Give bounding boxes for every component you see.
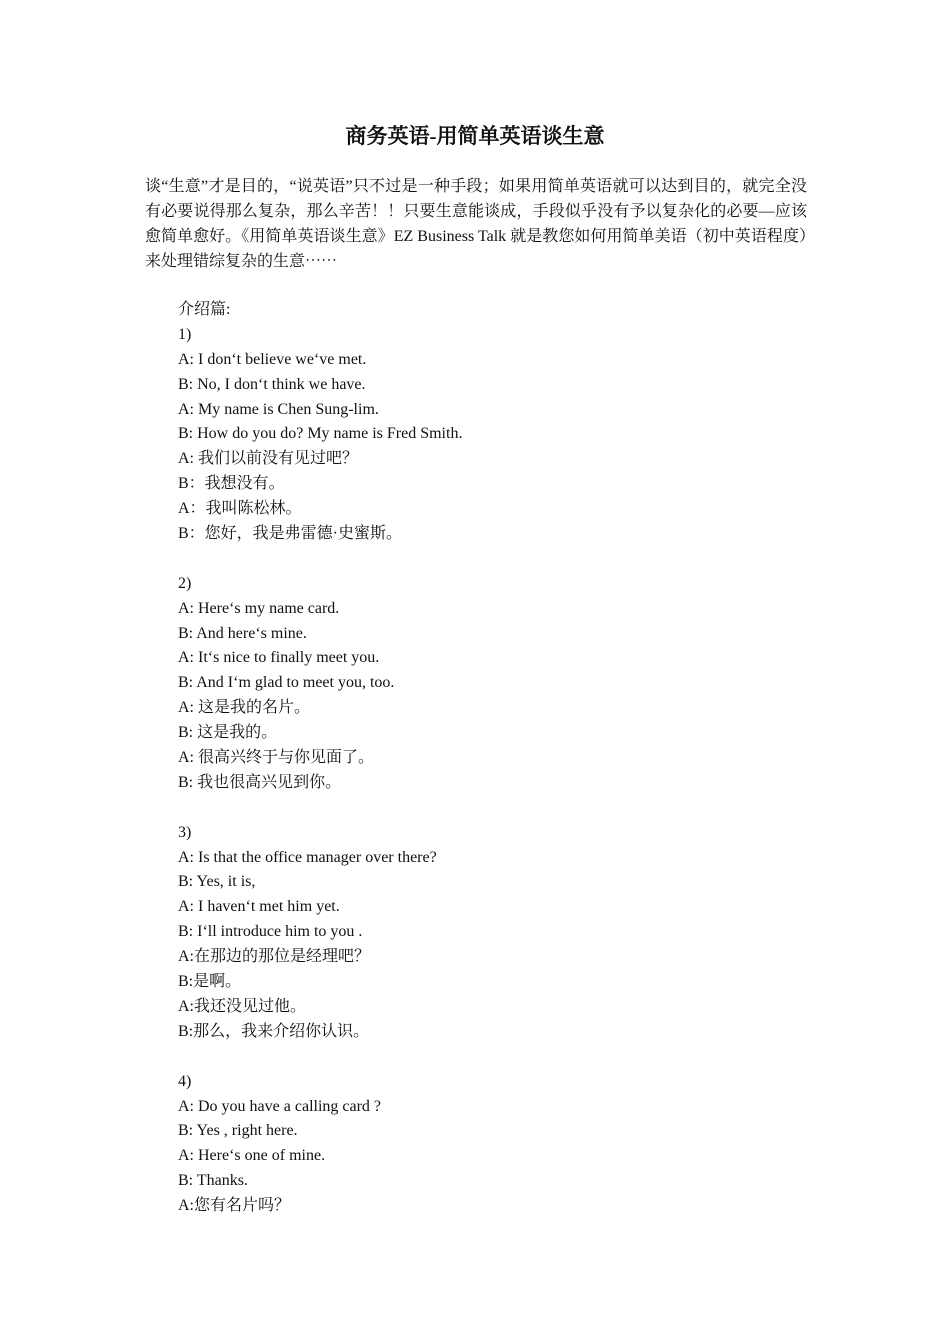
dialogue-line: A: It‘s nice to finally meet you. [178, 649, 380, 667]
dialogue-line: A：我叫陈松林。 [178, 500, 302, 518]
dialogue-line: A: Do you have a calling card ? [178, 1097, 382, 1115]
document-title: 商务英语-用简单英语谈生意 [345, 124, 605, 148]
dialogue-section [178, 298, 818, 1219]
dialogue-4 [178, 1070, 818, 1219]
dialogue-line: A: Here‘s one of mine. [178, 1147, 326, 1165]
dialogue-line: A: My name is Chen Sung-lim. [178, 400, 379, 418]
dialogue-1 [178, 323, 818, 547]
blank-line [178, 547, 818, 572]
dialogue-line: A:您有名片吗？ [178, 1197, 291, 1215]
dialogue-line: B: Yes , right here. [178, 1122, 298, 1140]
dialogue-number: 4) [178, 1072, 192, 1090]
dialogue-line: B: 这是我的。 [178, 724, 278, 742]
dialogue-line: A: I haven‘t met him yet. [178, 898, 340, 916]
blank-line [178, 1045, 818, 1070]
dialogue-number: 2) [178, 574, 192, 592]
dialogue-line: B:是啊。 [178, 973, 242, 991]
dialogue-line: B: Yes, it is, [178, 873, 256, 891]
blank-line [178, 796, 818, 821]
dialogue-line: B:那么，我来介绍你认识。 [178, 1022, 370, 1040]
dialogue-line: B: I‘ll introduce him to you . [178, 923, 363, 941]
dialogue-line: B: No, I don‘t think we have. [178, 375, 366, 393]
intro-paragraph: 谈“生意”才是目的，“说英语”只不过是一种手段；如果用简单英语就可以达到目的，就完全没有必要说得那么复杂，那么辛苦！！只要生意能谈成，手段似乎没有予以复杂化的必要—应该愈简单愈好。《用简单英语谈生意》EZ Business Talk 就是教您如何用简单美语（初中英语程度）来处理错综复杂的生意⋯⋯ [145, 178, 807, 270]
dialogue-2 [178, 572, 818, 796]
dialogue-line: A: 这是我的名片。 [178, 699, 311, 717]
section-heading: 介绍篇: [178, 301, 231, 318]
dialogue-line: B：您好，我是弗雷德·史蜜斯。 [178, 525, 403, 543]
dialogue-number: 1) [178, 325, 192, 343]
dialogue-line: A: Is that the office manager over there? [178, 848, 437, 866]
dialogue-line: B: 我也很高兴见到你。 [178, 773, 342, 791]
dialogue-line: A: I don‘t believe we‘ve met. [178, 350, 367, 368]
dialogue-line: B：我想没有。 [178, 475, 285, 493]
dialogue-line: A: 我们以前没有见过吧？ [178, 450, 359, 468]
dialogue-line: B: And I‘m glad to meet you, too. [178, 674, 395, 692]
dialogue-line: B: How do you do? My name is Fred Smith. [178, 425, 463, 443]
dialogue-line: A: Here‘s my name card. [178, 599, 340, 617]
dialogue-number: 3) [178, 823, 192, 841]
dialogue-line: A: 很高兴终于与你见面了。 [178, 749, 375, 767]
dialogue-line: A:我还没见过他。 [178, 997, 307, 1015]
dialogue-line: A:在那边的那位是经理吧？ [178, 948, 371, 966]
dialogue-line: B: Thanks. [178, 1172, 248, 1190]
dialogue-line: B: And here‘s mine. [178, 624, 307, 642]
dialogue-3 [178, 821, 818, 1045]
